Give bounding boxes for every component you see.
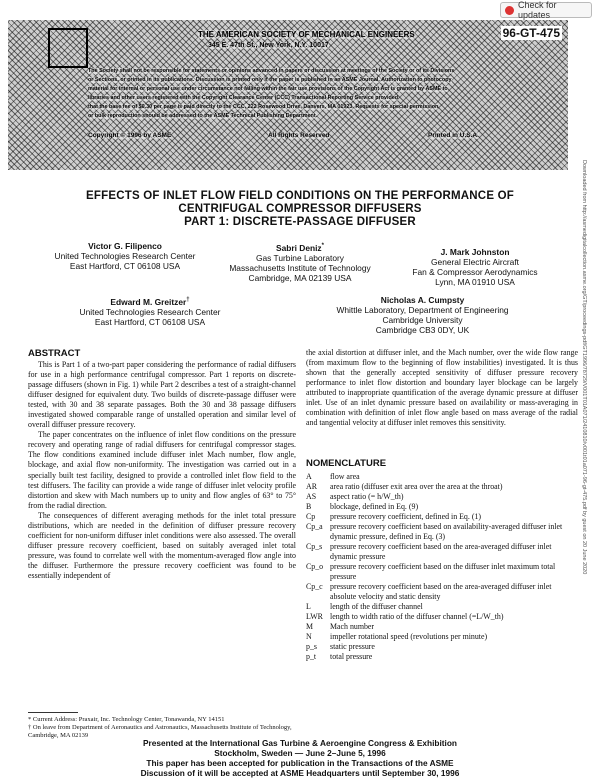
author-location: East Hartford, CT 06108 USA xyxy=(94,316,206,327)
author-affiliation: Gas Turbine Laboratory xyxy=(256,252,344,263)
download-note xyxy=(577,160,589,710)
nomenclature-definition: blockage, defined in Eq. (9) xyxy=(330,502,419,511)
abstract-column-left xyxy=(28,360,296,710)
author-name: Edward M. Greitzer xyxy=(110,296,187,307)
disclaimer-line-6: or bulk reproduction should be addressed to the ASME Technical Publishing Department. xyxy=(88,113,318,119)
nomenclature-row xyxy=(306,602,578,612)
copyright: Copyright © 1996 by ASME xyxy=(88,132,172,139)
nomenclature-row xyxy=(306,612,578,622)
author-name: J. Mark Johnston xyxy=(440,247,510,257)
nomenclature-definition: Mach number xyxy=(330,622,375,631)
nomenclature-row xyxy=(306,512,578,522)
abstract-heading: ABSTRACT xyxy=(28,348,81,359)
author-4 xyxy=(60,295,240,327)
footnotes xyxy=(28,716,296,740)
nomenclature-symbol: M xyxy=(306,622,314,631)
nomenclature-symbol: L xyxy=(306,602,311,611)
update-badge-icon xyxy=(505,6,514,15)
nomenclature-row xyxy=(306,652,578,662)
abstract-paragraph-2: The paper concentrates on the influence of inlet flow conditions on the pressure recovery and operating range of radial diffusers for centrifugal compressor stages. The flow conditions examined include diffuser inlet Mach number, flow angle, blockage, and axial flow non-uniformity. The investigation was carried out in a specially built test facility, designed to provide a controlled inlet flow field to the test diffusers. The facility can provide a wide range of diffuser inlet velocity profile distortion and skew with Mach numbers up to unity and flow angles of 63° to 75° from the radial direction. xyxy=(28,430,296,510)
author-5 xyxy=(320,295,525,335)
paper-number: 96-GT-475 xyxy=(502,26,560,40)
nomenclature-symbol: Cp_o xyxy=(306,562,324,571)
nomenclature-row xyxy=(306,582,578,602)
nomenclature-symbol: B xyxy=(306,502,312,511)
download-note-text: Downloaded from http://asmedigitalcollection.asme.org/GT/proceedings-pdf/GT1996/78729/V001T01A071/2410810/v001t01a071-96-gt-475.pdf by guest on 20 June 2020 xyxy=(581,160,587,575)
nomenclature-symbol: p_s xyxy=(306,642,317,651)
title-line-1: EFFECTS OF INLET FLOW FIELD CONDITIONS ON THE PERFORMANCE OF xyxy=(86,190,514,202)
footer-line-3: This paper has been accepted for publication in the Transactions of the ASME xyxy=(146,758,454,768)
nomenclature-row xyxy=(306,622,578,632)
check-for-updates-button[interactable] xyxy=(500,2,592,18)
nomenclature-definition: flow area xyxy=(330,472,360,481)
nomenclature-symbol: N xyxy=(306,632,312,641)
nomenclature-list xyxy=(306,472,578,662)
author-location: Lynn, MA 01910 USA xyxy=(435,277,515,287)
nomenclature-row xyxy=(306,542,578,562)
nomenclature-row xyxy=(306,642,578,652)
nomenclature-definition: impeller rotational speed (revolutions per minute) xyxy=(330,632,488,641)
printed-in: Printed in U.S.A. xyxy=(428,132,479,139)
society-address: 345 E. 47th St., New York, N.Y. 10017 xyxy=(208,42,329,49)
abstract-column-right xyxy=(306,348,578,428)
disclaimer-line-3: material for internal or personal use under circumstance not falling within the fair use provisions of the Copyright Act is granted by ASME to xyxy=(88,86,448,92)
nomenclature-definition: pressure recovery coefficient based on the diffuser inlet maximum total pressure xyxy=(330,562,556,581)
nomenclature-row xyxy=(306,502,578,512)
nomenclature-definition: static pressure xyxy=(330,642,375,651)
nomenclature-definition: pressure recovery coefficient based on the area-averaged diffuser inlet dynamic pressure xyxy=(330,542,552,561)
disclaimer-line-1: The Society shall not be responsible for statements or opinions advanced in papers or discussion at meetings of the Society or of its Divisions xyxy=(88,68,455,74)
author-name: Victor G. Filipenco xyxy=(88,241,162,251)
nomenclature-definition: pressure recovery coefficient based on the area-averaged diffuser inlet absolute velocity and static density xyxy=(330,582,552,601)
author-affiliation: United Technologies Research Center xyxy=(54,251,196,261)
disclaimer-line-5: that the base fee of $0.30 per page is paid directly to the CCC, 222 Rosewood Drive, Danvers, MA 01923. Requests for special permission xyxy=(88,104,439,110)
abstract-paragraph-1: This is Part 1 of a two-part paper considering the performance of radial diffusers for use in a high performance centrifugal compressor. Part 1 reports on discrete-passage diffusers (shown in Fig. 1) while Part 2 describes a test of a straight-channel diffuser designed for equivalent duty. Two builds of discrete-passage diffuser were tested, with 30 and 38 separate passages. Both the 30 and 38 passage diffusers investigated showed comparable range of unstalled operation and similar level of overall diffuser pressure recovery. xyxy=(28,360,296,430)
nomenclature-row xyxy=(306,632,578,642)
footnote-rule xyxy=(28,712,78,713)
disclaimer-line-4: libraries and other users registered with the Copyright Clearance Center (CCC) Transactional Reporting Service provided xyxy=(88,95,399,101)
author-affiliation-2: Cambridge University xyxy=(382,315,463,325)
author-affiliation-2: Fan & Compressor Aerodynamics xyxy=(412,267,538,277)
asme-logo-icon xyxy=(48,28,88,68)
nomenclature-symbol: A xyxy=(306,472,312,481)
society-name: THE AMERICAN SOCIETY OF MECHANICAL ENGINEERS xyxy=(198,30,415,39)
author-location: Cambridge, MA 02139 USA xyxy=(248,272,352,283)
title-line-3: PART 1: DISCRETE-PASSAGE DIFFUSER xyxy=(184,216,416,228)
author-name: Sabri Deniz xyxy=(276,242,322,253)
nomenclature-definition: area ratio (diffuser exit area over the area at the throat) xyxy=(330,482,503,491)
author-location: Cambridge CB3 0DY, UK xyxy=(375,325,470,335)
nomenclature-definition: aspect ratio (= h/W_th) xyxy=(330,492,404,501)
footnote-2: † On leave from Department of Aeronautics and Astronautics, Massachusetts Institute of Technology, Cambridge, MA 02139 xyxy=(28,724,292,739)
title-line-2: CENTRIFUGAL COMPRESSOR DIFFUSERS xyxy=(178,203,422,215)
nomenclature-definition: pressure recovery coefficient, defined in Eq. (1) xyxy=(330,512,482,521)
footer-line-2: Stockholm, Sweden — June 2–June 5, 1996 xyxy=(214,748,386,758)
nomenclature-row xyxy=(306,522,578,542)
author-2 xyxy=(210,241,390,283)
nomenclature-symbol: AR xyxy=(306,482,317,491)
check-for-updates-label: Check for updates xyxy=(518,0,557,20)
header-block xyxy=(8,20,568,170)
nomenclature-definition: length to width ratio of the diffuser channel (=L/W_th) xyxy=(330,612,504,621)
all-rights-reserved: All Rights Reserved xyxy=(268,132,330,139)
author-affiliation-2: Massachusetts Institute of Technology xyxy=(229,262,371,273)
footer-line-1: Presented at the International Gas Turbine & Aeroengine Congress & Exhibition xyxy=(143,738,457,748)
disclaimer-line-2: or Sections, or printed in its publications. Discussion is printed only if the paper is published in an ASME Journal. Authorization to photocopy xyxy=(88,77,452,83)
nomenclature-symbol: Cp_a xyxy=(306,522,323,531)
author-affiliation: United Technologies Research Center xyxy=(79,306,221,317)
nomenclature-row xyxy=(306,472,578,482)
nomenclature-heading: NOMENCLATURE xyxy=(306,458,387,469)
nomenclature-definition: pressure recovery coefficient based on availability-averaged diffuser inlet dynamic pressure, defined in Eq. (3) xyxy=(330,522,563,541)
abstract-paragraph-4: the axial distortion at diffuser inlet, and the Mach number, over the wide flow range (from maximum flow to the beginning of flow instabilities) investigated. It is thus shown that the generally accepted sensitivity of diffuser pressure recovery performance to inlet flow distortion and boundary layer blockage can be largely attributed to inappropriate quantification of the average dynamic pressure at diffuser inlet. Use of an inlet dynamic pressure based on availability or mass-averaging in combination with definition of inlet flow angle based on mass average of the radial and tangential velocity at diffuser inlet removes this sensitivity. xyxy=(306,348,578,428)
nomenclature-symbol: Cp xyxy=(306,512,316,521)
nomenclature-symbol: AS xyxy=(306,492,317,501)
nomenclature-symbol: LWR xyxy=(306,612,323,621)
author-3 xyxy=(385,247,565,287)
footer-line-4: Discussion of it will be accepted at ASME Headquarters until September 30, 1996 xyxy=(140,768,460,778)
footnote-1: * Current Address: Praxair, Inc. Technology Center, Tonawanda, NY 14151 xyxy=(28,716,225,723)
author-affiliation: General Electric Aircraft xyxy=(431,257,519,267)
author-1 xyxy=(30,241,220,271)
abstract-paragraph-3: The consequences of different averaging methods for the inlet total pressure distributions, which are needed in the definition of diffuser pressure recovery coefficient for non-uniform diffuser inlet conditions were also assessed. The overall diffuser pressure recovery coefficient, based on suitably averaged inlet total pressure, was found to correlate well with the momentum-averaged flow angle into the diffuser. Furthermore the pressure recovery coefficient was found to be essentially independent of xyxy=(28,510,296,580)
author-location: East Hartford, CT 06108 USA xyxy=(69,261,181,271)
nomenclature-row xyxy=(306,482,578,492)
nomenclature-row xyxy=(306,562,578,582)
author-footnote-mark: † xyxy=(186,297,190,303)
author-affiliation: Whittle Laboratory, Department of Engineering xyxy=(336,305,509,315)
nomenclature-definition: total pressure xyxy=(330,652,373,661)
author-name: Nicholas A. Cumpsty xyxy=(380,295,465,305)
nomenclature-symbol: Cp_s xyxy=(306,542,323,551)
nomenclature-symbol: Cp_c xyxy=(306,582,323,591)
nomenclature-symbol: p_t xyxy=(306,652,317,661)
author-footnote-mark: * xyxy=(321,243,324,249)
nomenclature-row xyxy=(306,492,578,502)
nomenclature-definition: length of the diffuser channel xyxy=(330,602,423,611)
